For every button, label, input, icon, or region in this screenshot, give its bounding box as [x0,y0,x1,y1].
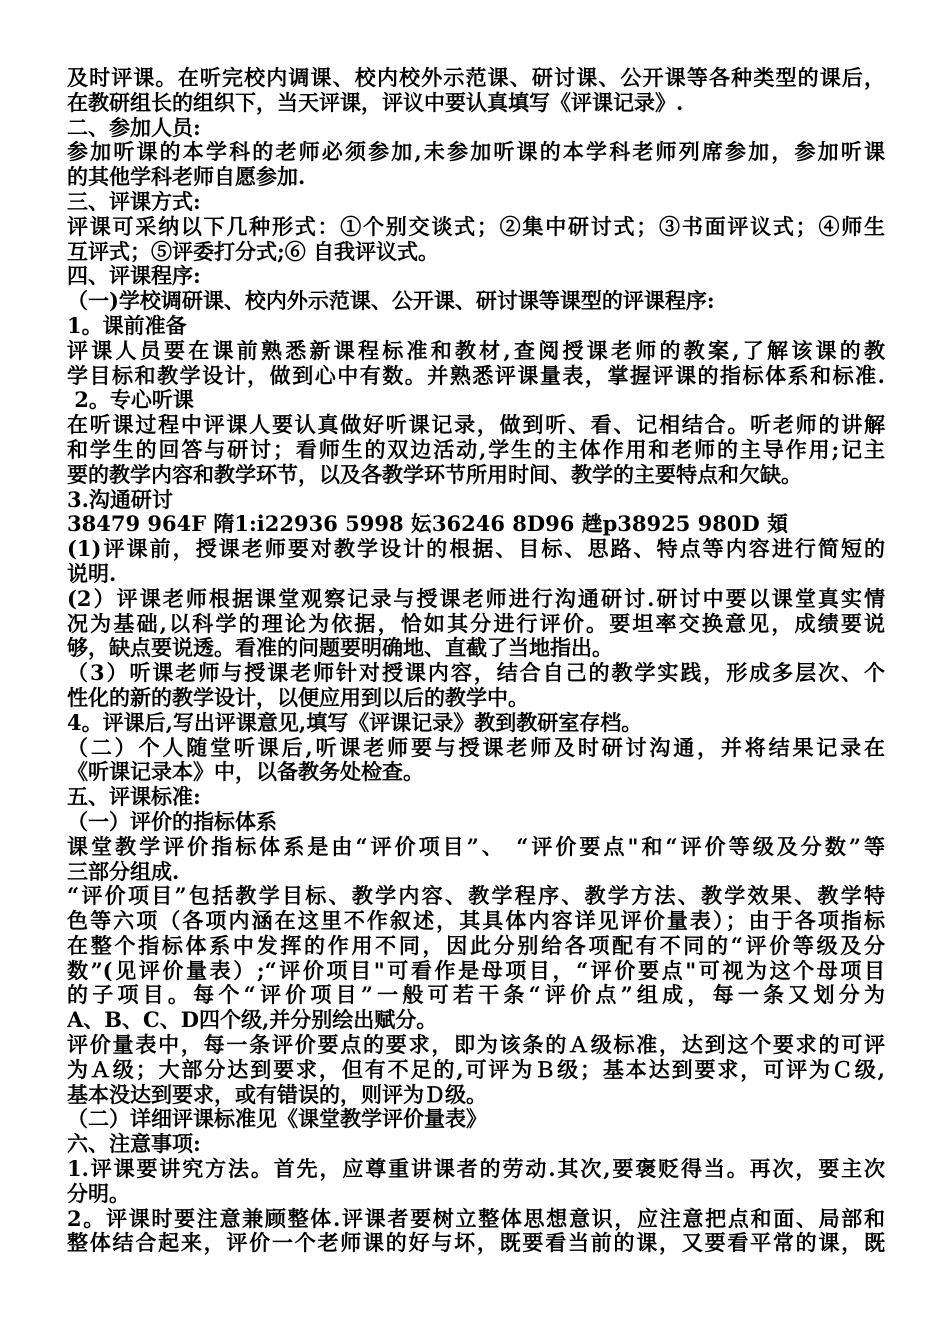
text-line: 2。专心听课 [67,388,194,413]
document-page [67,66,885,1256]
text-line: 《听课记录本》中，以备教务处检查。 [67,760,424,785]
text-line: (2）评课老师根据课堂观察记录与授课老师进行沟通研讨.研讨中要以课堂真实情 [67,586,885,611]
text-line: 在听课过程中评课人要认真做好听课记录，做到听、看、记相结合。听老师的讲解 [67,413,885,438]
text-line: 二、参加人员: [67,115,201,140]
text-line: 六、注意事项: [67,1132,201,1157]
text-line: A、B、C、D四个级,并分别绘出赋分。 [67,1008,438,1033]
text-line: 为Ａ级；大部分达到要求，但有不足的,可评为Ｂ级；基本达到要求，可评为Ｃ级, [67,1057,885,1082]
text-line: 要的教学内容和教学环节，以及各教学环节所用时间、教学的主要特点和欠缺。 [67,462,802,487]
text-line: 说明. [67,561,117,586]
text-line: （一）评价的指标体系 [67,809,277,834]
text-line: 课堂教学评价指标体系是由“评价项目”、 “评价要点"和“评价等级及分数”等 [67,834,885,859]
text-line: 学目标和教学设计，做到心中有数。并熟悉评课量表，掌握评课的指标体系和标准. [67,363,885,388]
text-line: 五、评课标准: [67,785,201,810]
text-line: 整体结合起来，评价一个老师课的好与坏，既要看当前的课，又要看平常的课，既 [67,1231,885,1256]
text-line: 4。评课后,写出评课意见,填写《评课记录》教到教研室存档。 [67,710,643,735]
text-line: （一)学校调研课、校内外示范课、公开课、研讨课等课型的评课程序: [67,289,715,314]
text-line: 基本没达到要求，或有错误的，则评为Ｄ级。 [67,1082,487,1107]
text-line: 三部分组成. [67,859,180,884]
text-line: 及时评课。在听完校内调课、校内校外示范课、研讨课、公开课等各种类型的课后， [67,66,885,90]
text-line: （二）个人随堂听课后,听课老师要与授课老师及时研讨沟通，并将结果记录在 [67,735,885,760]
text-line: 况为基础,以科学的理论为依据，恰如其分进行评价。要坦率交换意见，成绩要说 [67,611,885,636]
text-line: 在整个指标体系中发挥的作用不同，因此分别给各项配有不同的“评价等级及分 [67,933,885,958]
text-line: 够，缺点要说透。看准的问题要明确地、直截了当地指出。 [67,636,613,661]
text-line: 分明。 [67,1181,130,1206]
text-line: 四、评课程序: [67,264,201,289]
text-line: （二）详细评课标准见《课堂教学评价量表》 [67,1107,487,1132]
text-line: 在教研组长的组织下，当天评课，评议中要认真填写《评课记录》. [67,90,684,115]
text-line: 2。评课时要注意兼顾整体.评课者要树立整体思想意识，应注意把点和面、局部和 [67,1206,885,1231]
text-line: 性化的新的教学设计，以便应用到以后的教学中。 [67,685,529,710]
text-line: 和学生的回答与研讨；看师生的双边活动,学生的主体作用和老师的主导作用;记主 [67,437,885,462]
text-line: 1.评课要讲究方法。首先，应尊重讲课者的劳动.其次,要褒贬得当。再次，要主次 [67,1157,885,1182]
text-line: “评价项目”包括教学目标、教学内容、教学程序、教学方法、教学效果、教学特 [67,884,885,909]
text-line: 的子项目。每个“评价项目”一般可若干条“评价点”组成，每一条又划分为 [67,983,885,1008]
text-line: （3）听课老师与授课老师针对授课内容，结合自己的教学实践，形成多层次、个 [67,661,885,686]
text-line: 三、评课方式: [67,189,201,214]
text-line: (1)评课前，授课老师要对教学设计的根据、目标、思路、特点等内容进行简短的 [67,537,885,562]
text-line: 的其他学科老师自愿参加. [67,165,306,190]
text-line: 互评式；⑤评委打分式;⑥ 自我评议式。 [67,239,440,264]
text-line: 评价量表中，每一条评价要点的要求，即为该条的Ａ级标准，达到这个要求的可评 [67,1033,885,1058]
text-line: 评课可采纳以下几种形式：①个别交谈式；②集中研讨式；③书面评议式；④师生 [67,214,885,239]
text-line: 数”(见评价量表）;“评价项目"可看作是母项目，“评价要点"可视为这个母项目 [67,958,885,983]
text-line: 3.沟通研讨 [67,487,173,512]
text-line: 1。课前准备 [67,313,187,338]
text-line: 参加听课的本学科的老师必须参加,未参加听课的本学科老师列席参加，参加听课 [67,140,885,165]
text-line: 38479 964F 隋1:i22936 5998 妘36246 8D96 趖p38925 980D 頍 [67,512,789,537]
text-line: 色等六项（各项内涵在这里不作叙述，其具体内容详见评价量表）；由于各项指标 [67,909,885,934]
text-line: 评课人员要在课前熟悉新课程标准和教材,查阅授课老师的教案,了解该课的教 [67,338,885,363]
